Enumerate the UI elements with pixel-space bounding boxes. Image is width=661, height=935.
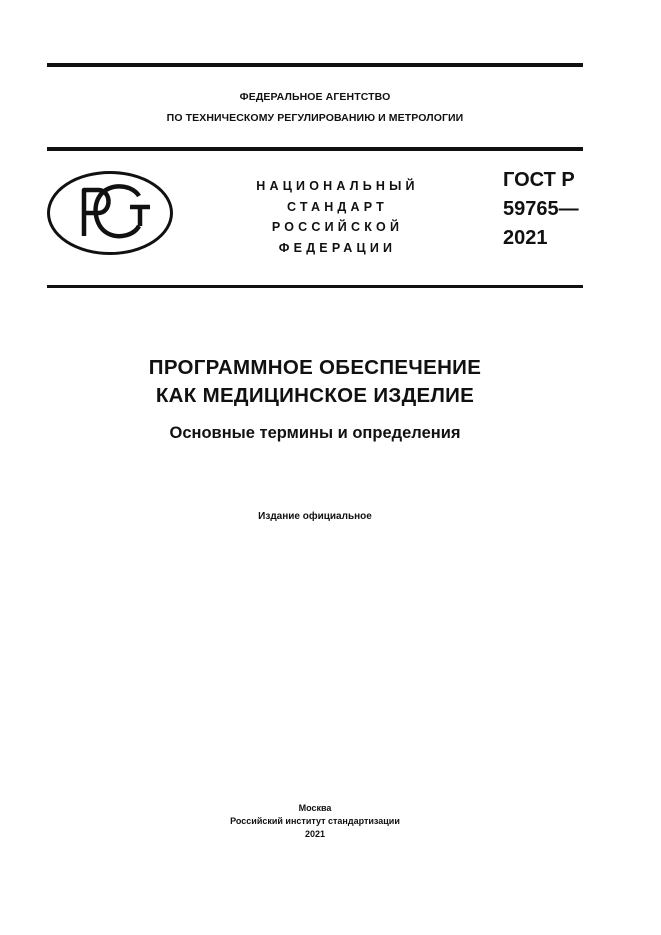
header-bottom-rule (47, 147, 583, 151)
designation-line3: 2021 (503, 227, 548, 249)
imprint-city: Москва (298, 803, 332, 813)
designation-line2: 59765— (503, 198, 579, 220)
agency-name-line1: ФЕДЕРАЛЬНОЕ АГЕНТСТВО (239, 91, 391, 103)
national-line4: ФЕДЕРАЦИИ (278, 240, 397, 255)
document-subtitle: Основные термины и определения (169, 424, 461, 442)
designation-line1: ГОСТ Р (503, 169, 575, 191)
title-line2: КАК МЕДИЦИНСКОЕ ИЗДЕЛИЕ (155, 384, 475, 407)
national-line3: РОССИЙСКОЙ (271, 220, 404, 234)
top-rule (47, 63, 583, 67)
edition-label: Издание официальное (258, 511, 372, 522)
title-line1: ПРОГРАММНОЕ ОБЕСПЕЧЕНИЕ (148, 356, 482, 379)
designation-bottom-rule (47, 285, 583, 288)
imprint-publisher: Российский институт стандартизации (230, 816, 400, 826)
agency-name-line2: ПО ТЕХНИЧЕСКОМУ РЕГУЛИРОВАНИЮ И МЕТРОЛОГИИ (166, 112, 464, 124)
national-line1: НАЦИОНАЛЬНЫЙ (256, 179, 419, 193)
imprint-year: 2021 (304, 829, 326, 839)
imprint (47, 802, 583, 841)
national-standard-label (230, 176, 445, 258)
document-title (47, 354, 583, 410)
standard-designation (503, 166, 579, 253)
rst-logo-icon (46, 170, 174, 256)
national-line2: СТАНДАРТ (287, 199, 388, 214)
rst-logo-graphic (46, 170, 174, 256)
